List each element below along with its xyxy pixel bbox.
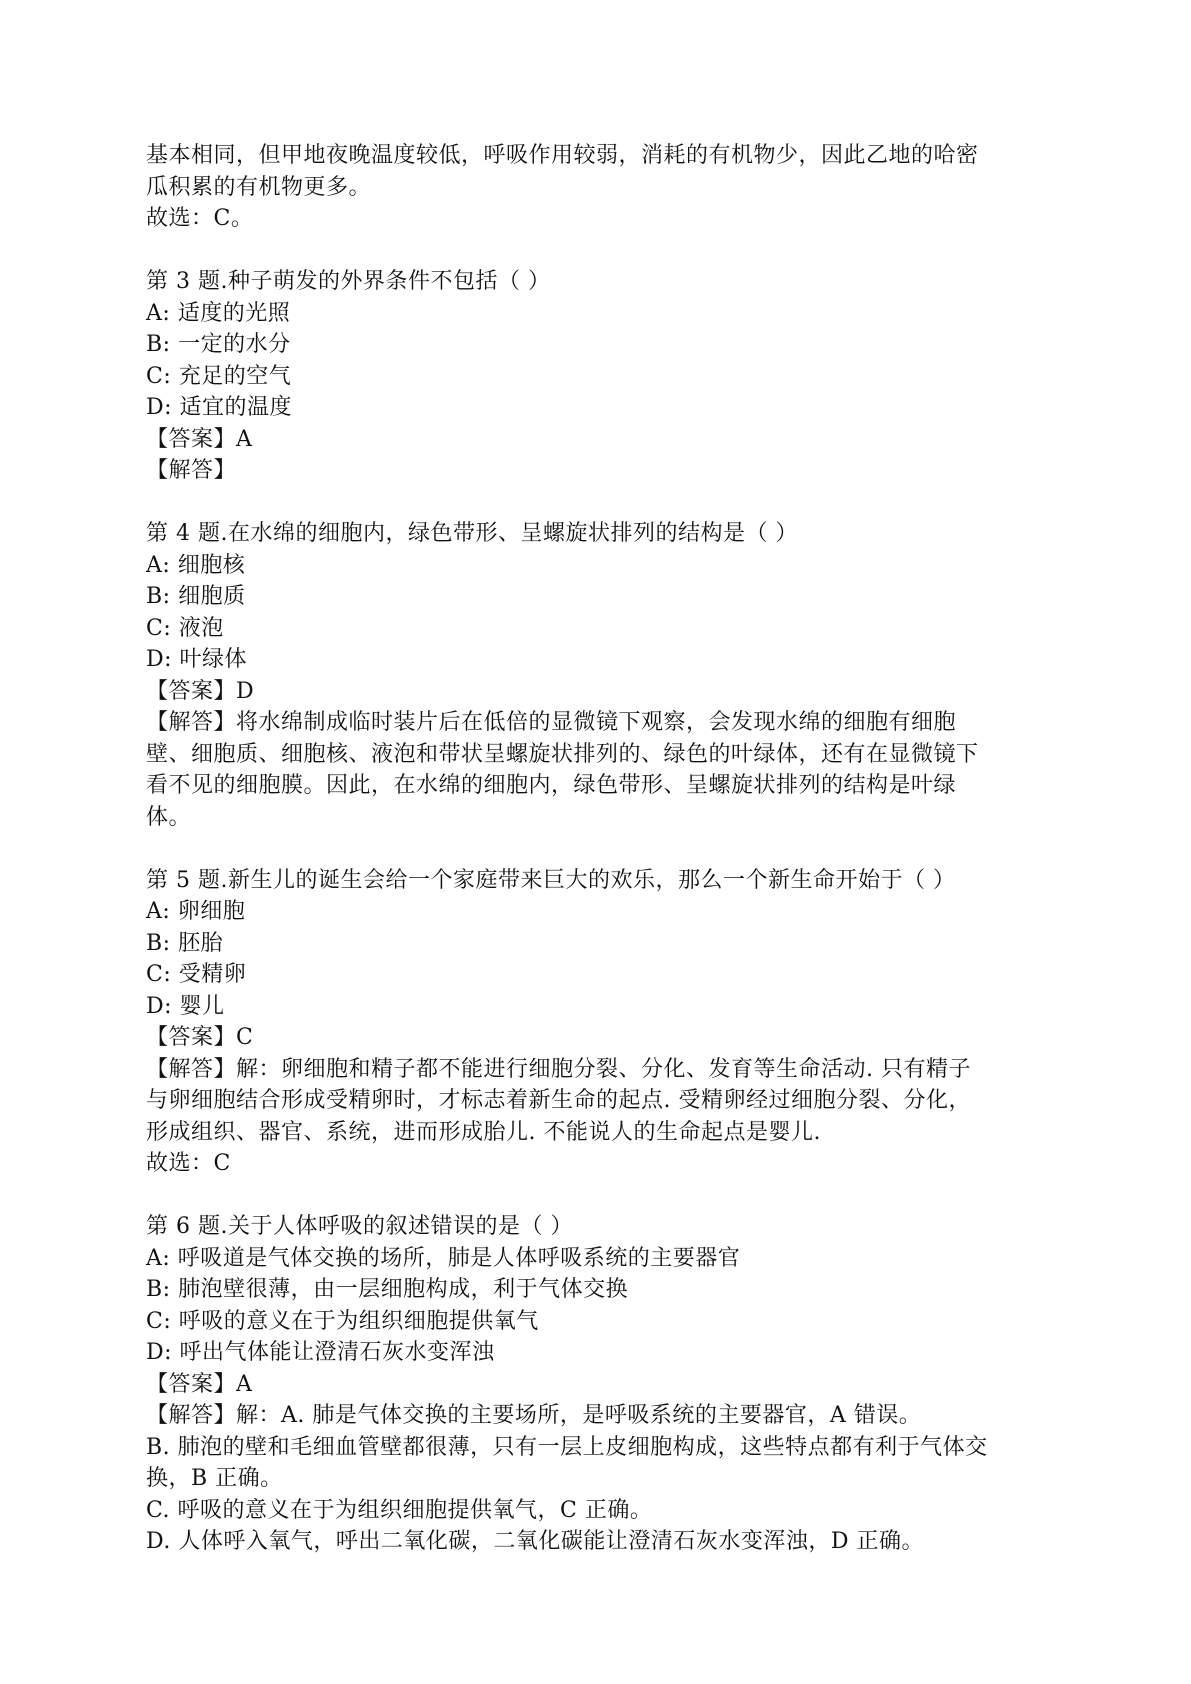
option-a: A: 卵细胞 bbox=[146, 899, 246, 924]
option-c: C: 液泡 bbox=[146, 615, 224, 641]
question-5 bbox=[146, 865, 1046, 1180]
answer-line: 【答案】D bbox=[146, 678, 255, 704]
question-title: 第 4 题.在水绵的细胞内，绿色带形、呈螺旋状排列的结构是（ ） bbox=[146, 521, 798, 546]
explanation-line: 【解答】将水绵制成临时装片后在低倍的显微镜下观察，会发现水绵的细胞有细胞 bbox=[146, 710, 957, 735]
option-b: B: 一定的水分 bbox=[146, 332, 291, 357]
explanation-line: C. 呼吸的意义在于为组织细胞提供氧气，C 正确。 bbox=[146, 1497, 653, 1523]
option-a: A: 呼吸道是气体交换的场所，肺是人体呼吸系统的主要器官 bbox=[146, 1245, 741, 1271]
option-d: D: 婴儿 bbox=[146, 993, 225, 1019]
explanation-line: D. 人体呼入氧气，呼出二氧化碳，二氧化碳能让澄清石灰水变浑浊，D 正确。 bbox=[146, 1529, 924, 1554]
explanation-line: 壁、细胞质、细胞核、液泡和带状呈螺旋状排列的、绿色的叶绿体，还有在显微镜下 bbox=[146, 741, 979, 767]
option-c: C: 受精卵 bbox=[146, 962, 247, 987]
option-b: B: 胚胎 bbox=[146, 930, 224, 956]
option-b: B: 肺泡壁很薄，由一层细胞构成，利于气体交换 bbox=[146, 1277, 629, 1302]
text-line: 故选：C。 bbox=[146, 206, 254, 231]
answer-line: 【答案】C bbox=[146, 1025, 254, 1050]
option-d: D: 叶绿体 bbox=[146, 647, 248, 672]
option-d: D: 呼出气体能让澄清石灰水变浑浊 bbox=[146, 1340, 495, 1365]
explanation-line: 【解答】解：卵细胞和精子都不能进行细胞分裂、分化、发育等生命活动. 只有精子 bbox=[146, 1056, 971, 1082]
question-title: 第 6 题.关于人体呼吸的叙述错误的是（ ） bbox=[146, 1214, 573, 1239]
answer-line: 【答案】A bbox=[146, 1371, 253, 1397]
question-4 bbox=[146, 518, 1046, 833]
question-title: 第 5 题.新生儿的诞生会给一个家庭带来巨大的欢乐，那么一个新生命开始于（ ） bbox=[146, 867, 956, 893]
explanation-line: 看不见的细胞膜。因此，在水绵的细胞内，绿色带形、呈螺旋状排列的结构是叶绿 bbox=[146, 773, 957, 798]
option-c: C: 充足的空气 bbox=[146, 363, 292, 389]
previous-explanation bbox=[146, 140, 1046, 235]
explanation-line: 故选：C bbox=[146, 1151, 231, 1176]
explanation-line: 与卵细胞结合形成受精卵时，才标志着新生命的起点. 受精卵经过细胞分裂、分化， bbox=[146, 1088, 971, 1113]
option-c: C: 呼吸的意义在于为组织细胞提供氧气 bbox=[146, 1308, 539, 1334]
text-line: 基本相同，但甲地夜晚温度较低，呼吸作用较弱，消耗的有机物少，因此乙地的哈密 bbox=[146, 143, 979, 168]
answer-line: 【答案】A bbox=[146, 426, 253, 452]
question-3 bbox=[146, 266, 1046, 487]
document-page bbox=[146, 140, 1046, 1558]
question-6 bbox=[146, 1211, 1046, 1558]
option-b: B: 细胞质 bbox=[146, 584, 246, 609]
explanation-line: 体。 bbox=[146, 804, 192, 830]
option-a: A: 细胞核 bbox=[146, 552, 246, 578]
text-line: 瓜积累的有机物更多。 bbox=[146, 174, 372, 200]
option-d: D: 适宜的温度 bbox=[146, 395, 293, 420]
explanation-line: 【解答】解：A. 肺是气体交换的主要场所，是呼吸系统的主要器官，A 错误。 bbox=[146, 1403, 922, 1428]
explanation-line: 换，B 正确。 bbox=[146, 1466, 283, 1491]
option-a: A: 适度的光照 bbox=[146, 300, 291, 326]
explanation-line: B. 肺泡的壁和毛细血管壁都很薄，只有一层上皮细胞构成，这些特点都有利于气体交 bbox=[146, 1434, 988, 1460]
explanation-line: 形成组织、器官、系统，进而形成胎儿. 不能说人的生命起点是婴儿. bbox=[146, 1119, 821, 1145]
question-title: 第 3 题.种子萌发的外界条件不包括（ ） bbox=[146, 269, 551, 294]
explanation-line: 【解答】 bbox=[146, 458, 237, 483]
